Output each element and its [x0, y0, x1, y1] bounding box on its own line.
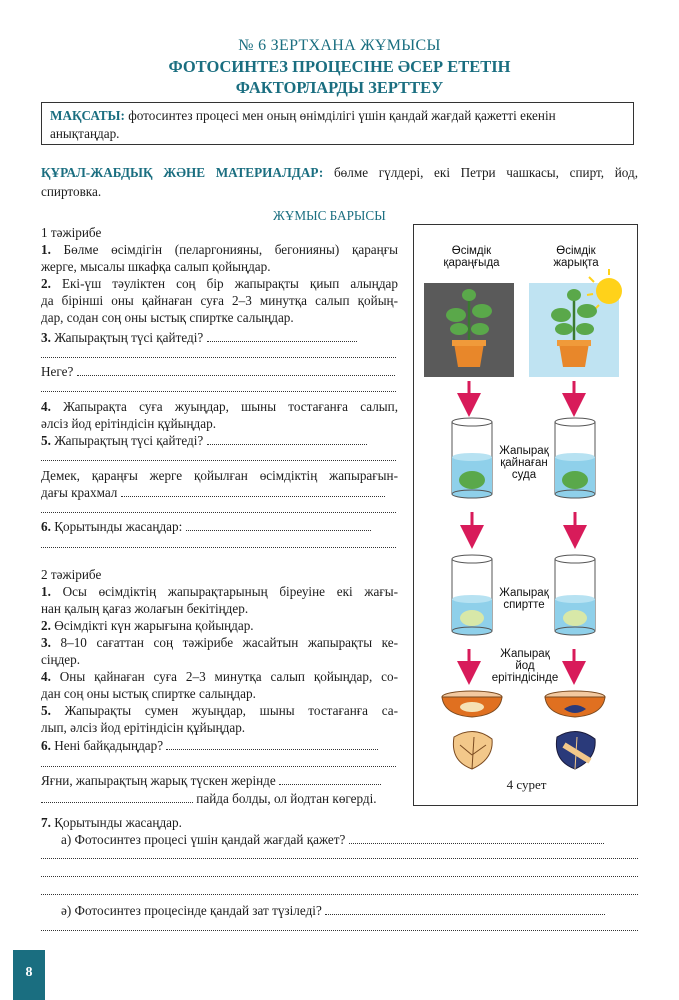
answer-line[interactable]	[186, 520, 371, 531]
label-iodine-1: Жапырақ	[500, 648, 550, 660]
exp1-step1-num: 1.	[41, 242, 51, 257]
exp2-step7-a: Қорытынды жасаңдар.	[54, 815, 182, 830]
answer-line[interactable]	[41, 391, 396, 392]
exp1-step4-num: 4.	[41, 399, 51, 414]
answer-line[interactable]	[325, 904, 605, 915]
label-boil-1: Жапырақ	[499, 445, 549, 457]
figure-4-illustration	[414, 225, 637, 775]
exp1-why: Неге?	[41, 364, 74, 379]
label-light-2: жарықта	[553, 257, 599, 269]
exp1-step6-a: Қорытынды жасаңдар:	[54, 519, 183, 534]
label-light-1: Өсімдік	[556, 245, 596, 257]
exp1-step2-c: дар, содан соң оны ыстық спиртке салыңдар.	[41, 310, 294, 325]
label-spirit-1: Жапырақ	[499, 587, 549, 599]
goal-label: МАҚСАТЫ:	[50, 108, 125, 123]
exp1-title: 1 тәжірибе	[41, 225, 102, 240]
goal-text-1: фотосинтез процесі мен оның өнімділігі үшін қандай жағдай қажетті екенін	[128, 108, 556, 123]
goal-box	[41, 102, 634, 145]
label-boil-2: қайнаған	[500, 457, 548, 469]
answer-line[interactable]	[41, 547, 396, 548]
answer-line[interactable]	[41, 930, 638, 931]
answer-line[interactable]	[121, 486, 385, 497]
exp2-step4-b: дан соң оны ыстық спиртке салыңдар.	[41, 686, 256, 701]
answer-line[interactable]	[41, 460, 396, 461]
petri-dish-dark	[442, 691, 502, 717]
beaker-boiling-dark	[452, 418, 492, 498]
exp2-step5-b: лып, әлсіз йод ерітіндісін құйыңдар.	[41, 720, 246, 735]
exp2-step1-num: 1.	[41, 584, 51, 599]
work-title: ЖҰМЫС БАРЫСЫ	[273, 208, 386, 223]
exp2-step3-a: 8–10 сағаттан соң тәжірибе жасайтын жапырақты ке-	[60, 635, 399, 650]
page-number: 8	[25, 965, 33, 980]
exp1-conclusion-a: Демек, қараңғы жерге қойылған өсімдіктің жапырағын-	[41, 468, 398, 483]
exp2-step1-b: нан қалың қағаз жолағын бекітіңдер.	[41, 601, 249, 616]
exp2-step4-num: 4.	[41, 669, 51, 684]
question-b: ә) Фотосинтез процесінде қандай зат түзіледі?	[61, 903, 322, 918]
exp1-step4-a: Жапырақта суға жуыңдар, шыны тостағанға салып,	[63, 399, 399, 414]
answer-line[interactable]	[41, 858, 638, 859]
label-spirit-2: спиртте	[503, 599, 545, 611]
title-line1: ФОТОСИНТЕЗ ПРОЦЕСІНЕ ӘСЕР ЕТЕТІН	[168, 57, 511, 76]
exp2-step2-a: Өсімдікті күн жарығына қойыңдар.	[54, 618, 254, 633]
equipment-text-2: спиртовка.	[41, 184, 102, 199]
exp1-step2-num: 2.	[41, 276, 51, 291]
exp1-step3-a: Жапырақтың түсі қайтеді?	[54, 330, 204, 345]
label-iodine-2: йод	[515, 660, 535, 672]
label-boil-3: суда	[511, 469, 537, 481]
exp1-step5-num: 5.	[41, 433, 51, 448]
exp2-step5-a: Жапырақты сумен жуыңдар, шыны тостағанға са-	[64, 703, 398, 718]
beaker-spirit-light	[555, 555, 595, 635]
label-iodine-3: ерітіндісінде	[491, 672, 559, 684]
exp1-step1-a: Бөлме өсімдігін (пеларгонияны, бегонияны) қараңғы	[63, 242, 398, 257]
equipment-text-1: бөлме гүлдері, екі Петри чашкасы, спирт, йод,	[333, 165, 638, 180]
exp1-conclusion-b: дағы крахмал	[41, 485, 118, 500]
exp1-step1-b: жерге, мысалы шкафқа салып қойыңдар.	[41, 259, 271, 274]
exp2-title: 2 тәжірибе	[41, 567, 102, 582]
equipment-label: ҚҰРАЛ-ЖАБДЫҚ ЖӘНЕ МАТЕРИАЛДАР:	[41, 165, 324, 180]
petri-dish-light	[545, 691, 605, 717]
answer-line[interactable]	[207, 331, 357, 342]
exp2-step2-num: 2.	[41, 618, 51, 633]
equipment-section	[41, 163, 638, 201]
label-dark-1: Өсімдік	[451, 245, 492, 257]
answer-line[interactable]	[41, 876, 638, 877]
answer-line[interactable]	[207, 434, 367, 445]
exp2-result-b: пайда болды, ол йодтан көгерді.	[196, 791, 377, 806]
exp2-step7-num: 7.	[41, 815, 51, 830]
exp2-step6-a: Нені байқадыңдар?	[54, 738, 164, 753]
exp1-step2-a: Екі-үш тәуліктен соң бір жапырақты қиып алыңдар	[61, 276, 398, 291]
exp2-step5-num: 5.	[41, 703, 51, 718]
question-a: а) Фотосинтез процесі үшін қандай жағдай қажет?	[61, 832, 346, 847]
leaf-result-dark	[453, 731, 492, 769]
answer-line[interactable]	[349, 833, 604, 844]
title-line2: ФАКТОРЛАРДЫ ЗЕРТТЕУ	[235, 78, 444, 97]
exp1-step2-b: да бірінші оны қайнаған суға 2–3 минутқа салып қойың-	[41, 293, 398, 308]
figure-caption: 4 сурет	[506, 777, 547, 792]
answer-line[interactable]	[41, 792, 193, 803]
answer-line[interactable]	[41, 766, 396, 767]
exp1-step3-num: 3.	[41, 330, 51, 345]
exp1-step6-num: 6.	[41, 519, 51, 534]
exp1-step5-a: Жапырақтың түсі қайтеді?	[54, 433, 204, 448]
label-dark-2: қараңғыда	[443, 257, 500, 269]
figure-4-panel	[413, 224, 638, 806]
answer-line[interactable]	[41, 357, 396, 358]
answer-line[interactable]	[166, 739, 378, 750]
beaker-boiling-light	[555, 418, 595, 498]
answer-line[interactable]	[77, 365, 395, 376]
lab-number: № 6 ЗЕРТХАНА ЖҰМЫСЫ	[238, 37, 441, 54]
exp2-step4-a: Оны қайнаған суға 2–3 минутқа салып қойыңдар, со-	[59, 669, 398, 684]
goal-text-2: анықтаңдар.	[50, 126, 120, 141]
exp2-step1-a: Осы өсімдіктің жапырақтарының біреуіне екі жағы-	[62, 584, 399, 599]
exp2-step3-b: сіңдер.	[41, 652, 81, 667]
exp2-result-a: Яғни, жапырақтың жарық түскен жерінде	[41, 773, 276, 788]
exp1-step4-b: әлсіз йод ерітіндісін құйыңдар.	[41, 416, 217, 431]
answer-line[interactable]	[279, 774, 381, 785]
leaf-result-light	[556, 731, 595, 769]
beaker-spirit-dark	[452, 555, 492, 635]
answer-line[interactable]	[41, 894, 638, 895]
exp2-step6-num: 6.	[41, 738, 51, 753]
exp2-step3-num: 3.	[41, 635, 51, 650]
answer-line[interactable]	[41, 512, 396, 513]
